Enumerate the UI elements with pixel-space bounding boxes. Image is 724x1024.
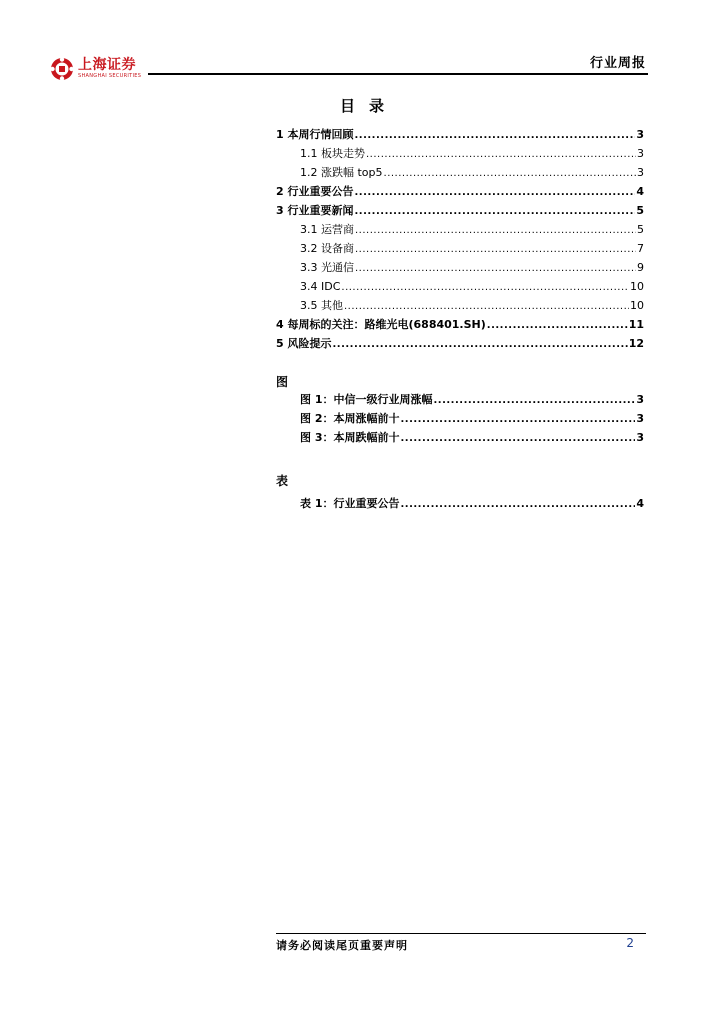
toc-leader-dots: [400, 498, 635, 511]
toc-entry[interactable]: [276, 126, 644, 142]
toc-entry-label: 3.4 IDC: [300, 280, 341, 293]
toc-entry[interactable]: [300, 297, 644, 313]
toc-entry[interactable]: [276, 183, 644, 199]
toc-entry[interactable]: [300, 221, 644, 237]
footer-disclaimer: 请务必阅读尾页重要声明: [276, 939, 408, 952]
toc-entry-label: 3.2 设备商: [300, 242, 354, 255]
toc-entry[interactable]: [276, 202, 644, 218]
toc-leader-dots: [400, 413, 635, 426]
toc-leader-dots: [400, 432, 635, 445]
figure-entry-page: 3: [636, 393, 644, 406]
toc-entry[interactable]: [300, 164, 644, 180]
toc-leader-dots: [384, 167, 636, 180]
page-number: 2: [626, 936, 634, 950]
table-entry[interactable]: [300, 495, 644, 511]
figure-entry[interactable]: [300, 391, 644, 407]
toc-leader-dots: [433, 394, 635, 407]
toc-leader-dots: [487, 319, 628, 332]
toc-entry-page: 3: [637, 147, 644, 160]
header-divider: [148, 73, 648, 75]
report-type-label: 行业周报: [589, 56, 646, 71]
figure-entry[interactable]: [300, 410, 644, 426]
toc-leader-dots: [354, 129, 635, 142]
page-header: [0, 0, 724, 80]
toc-leader-dots: [355, 243, 636, 256]
company-logo: [50, 57, 140, 83]
logo-text-en: SHANGHAI SECURITIES: [78, 73, 142, 79]
toc-entry-page: 10: [630, 280, 644, 293]
toc-entry-label: 1.1 板块走势: [300, 147, 365, 160]
toc-leader-dots: [332, 338, 627, 351]
toc-leader-dots: [354, 205, 635, 218]
toc-entry-label: 3 行业重要新闻: [276, 204, 354, 217]
tables-heading: 表: [276, 474, 289, 488]
footer-divider: [276, 933, 646, 934]
toc-entry-label: 1 本周行情回顾: [276, 128, 354, 141]
toc-entry[interactable]: [300, 278, 644, 294]
toc-entry-page: 7: [637, 242, 644, 255]
table-entry-page: 4: [636, 497, 644, 510]
figure-entry-label: 图 2：本周涨幅前十: [300, 412, 400, 425]
table-entry-label: 表 1：行业重要公告: [300, 497, 400, 510]
toc-entry-label: 4 每周标的关注：路维光电(688401.SH): [276, 318, 486, 331]
toc-entry[interactable]: [276, 335, 644, 351]
toc-entry-label: 5 风险提示: [276, 337, 332, 350]
toc-entry-label: 3.1 运营商: [300, 223, 354, 236]
figure-entry-label: 图 1：中信一级行业周涨幅: [300, 393, 433, 406]
toc-leader-dots: [341, 281, 629, 294]
toc-leader-dots: [355, 224, 636, 237]
logo-text-cn: 上海证券: [78, 57, 136, 73]
figures-heading: 图: [276, 375, 289, 389]
logo-emblem-icon: [50, 57, 74, 81]
toc-entry-label: 2 行业重要公告: [276, 185, 354, 198]
figure-entry[interactable]: [300, 429, 644, 445]
toc-entry-label: 1.2 涨跌幅 top5: [300, 166, 383, 179]
toc-entry-page: 11: [628, 318, 644, 331]
toc-entry-page: 3: [636, 128, 644, 141]
figure-entry-page: 3: [636, 412, 644, 425]
toc-entry-page: 10: [630, 299, 644, 312]
figure-entry-page: 3: [636, 431, 644, 444]
toc-leader-dots: [366, 148, 636, 161]
toc-entry[interactable]: [300, 145, 644, 161]
figure-entry-label: 图 3：本周跌幅前十: [300, 431, 400, 444]
toc-entry[interactable]: [276, 316, 644, 332]
toc-entry[interactable]: [300, 240, 644, 256]
toc-leader-dots: [344, 300, 629, 313]
toc-entry-page: 3: [637, 166, 644, 179]
toc-entry[interactable]: [300, 259, 644, 275]
toc-entry-page: 4: [636, 185, 644, 198]
toc-title: 目录: [339, 97, 398, 115]
toc-entry-label: 3.3 光通信: [300, 261, 354, 274]
toc-entry-page: 5: [637, 223, 644, 236]
toc-entry-page: 5: [636, 204, 644, 217]
toc-entry-page: 12: [628, 337, 644, 350]
toc-leader-dots: [355, 262, 636, 275]
toc-entry-page: 9: [637, 261, 644, 274]
toc-entry-label: 3.5 其他: [300, 299, 343, 312]
toc-leader-dots: [354, 186, 635, 199]
